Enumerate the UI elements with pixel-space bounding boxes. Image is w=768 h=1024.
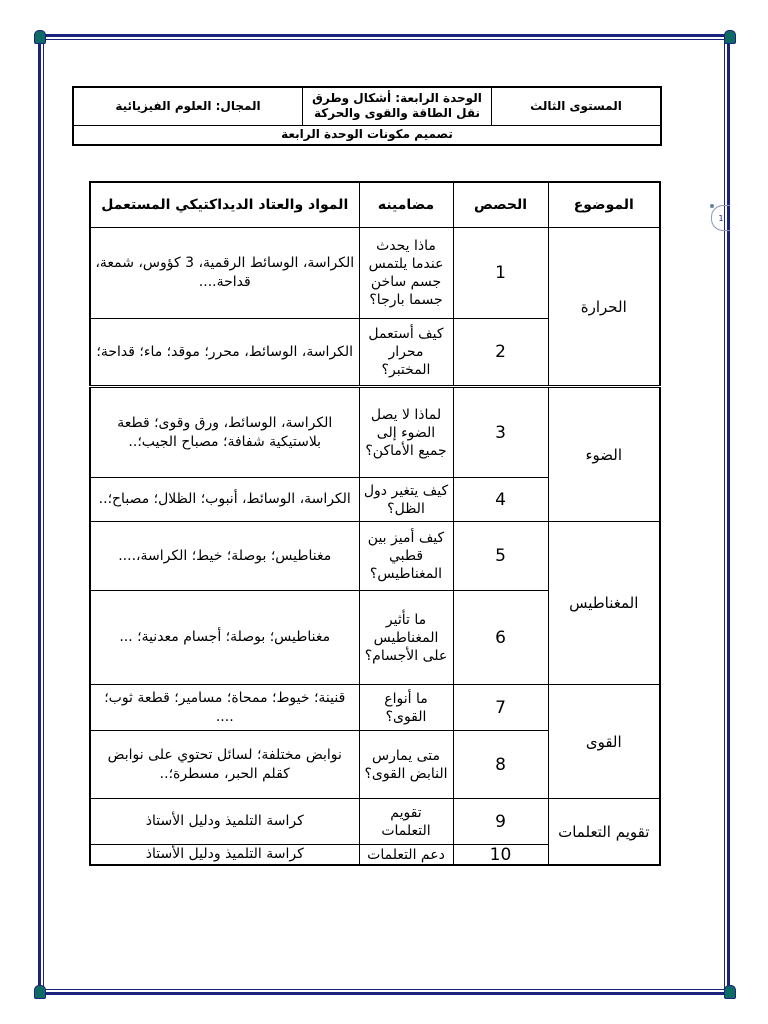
lesson-content: ماذا يحدث عندما يلتمس جسم ساخن جسما بارجا؟ bbox=[359, 228, 453, 319]
column-header-periods: الحصص bbox=[453, 182, 548, 228]
table-header-row bbox=[90, 182, 660, 228]
lesson-materials: الكراسة، الوسائط الرقمية، 3 كؤوس، شمعة، قداحة.... bbox=[90, 228, 359, 319]
page-number-marker: 1 bbox=[711, 205, 730, 231]
column-header-contents: مضامينه bbox=[359, 182, 453, 228]
period-number: 3 bbox=[453, 387, 548, 478]
lesson-materials: كراسة التلميذ ودليل الأستاذ bbox=[90, 845, 359, 866]
corner-ornament bbox=[724, 30, 736, 44]
corner-ornament bbox=[34, 30, 46, 44]
subject-forces: القوى bbox=[548, 685, 660, 799]
lesson-content: ما أنواع القوى؟ bbox=[359, 685, 453, 731]
lesson-content: لماذا لا يصل الضوء إلى جميع الأماكن؟ bbox=[359, 387, 453, 478]
table-row bbox=[90, 522, 660, 591]
lesson-materials: كراسة التلميذ ودليل الأستاذ bbox=[90, 799, 359, 845]
lesson-materials: الكراسة، الوسائط، محرر؛ موقد؛ ماء؛ قداحة؛ bbox=[90, 319, 359, 387]
table-row bbox=[90, 387, 660, 478]
table-row bbox=[90, 228, 660, 319]
unit-components-table bbox=[89, 181, 661, 866]
subject-heat: الحرارة bbox=[548, 228, 660, 387]
period-number: 2 bbox=[453, 319, 548, 387]
lesson-content: كيف أميز بين قطبي المغناطيس؟ bbox=[359, 522, 453, 591]
period-number: 8 bbox=[453, 731, 548, 799]
table-row bbox=[90, 685, 660, 731]
field-label: المجال: العلوم الفيزيائية bbox=[73, 87, 303, 125]
unit-header-table bbox=[72, 86, 662, 146]
corner-ornament bbox=[34, 985, 46, 999]
column-header-subject: الموضوع bbox=[548, 182, 660, 228]
page-border-bottom bbox=[34, 989, 734, 995]
design-title: تصميم مكونات الوحدة الرابعة bbox=[73, 125, 661, 145]
column-header-materials: المواد والعتاد الديداكتيكي المستعمل bbox=[90, 182, 359, 228]
lesson-content: ما تأثير المغناطيس على الأجسام؟ bbox=[359, 591, 453, 685]
level-label: المستوى الثالث bbox=[492, 87, 662, 125]
period-number: 4 bbox=[453, 478, 548, 522]
lesson-materials: الكراسة، الوسائط، أنبوب؛ الظلال؛ مصباح؛.. bbox=[90, 478, 359, 522]
page-border-left bbox=[38, 34, 44, 995]
lesson-content: كيف يتغير دول الظل؟ bbox=[359, 478, 453, 522]
period-number: 7 bbox=[453, 685, 548, 731]
period-number: 1 bbox=[453, 228, 548, 319]
lesson-materials: مغناطيس؛ بوصلة؛ خيط؛ الكراسة،.... bbox=[90, 522, 359, 591]
period-number: 5 bbox=[453, 522, 548, 591]
subject-light: الضوء bbox=[548, 387, 660, 522]
lesson-materials: قنينة؛ خيوط؛ ممحاة؛ مسامير؛ قطعة ثوب؛ .... bbox=[90, 685, 359, 731]
page-border-right bbox=[724, 34, 730, 995]
lesson-content: دعم التعلمات bbox=[359, 845, 453, 866]
corner-ornament bbox=[724, 985, 736, 999]
subject-evaluation: تقويم التعلمات bbox=[548, 799, 660, 866]
page-border-top bbox=[34, 34, 734, 40]
lesson-content: كيف أستعمل محرار المختبر؟ bbox=[359, 319, 453, 387]
unit-title: الوحدة الرابعة: أشكال وطرق نقل الطاقة والقوى والحركة bbox=[303, 87, 492, 125]
lesson-materials: مغناطيس؛ بوصلة؛ أجسام معدنية؛ ... bbox=[90, 591, 359, 685]
period-number: 9 bbox=[453, 799, 548, 845]
lesson-materials: الكراسة، الوسائط، ورق وقوى؛ قطعة بلاستيكية شفافة؛ مصباح الجيب؛.. bbox=[90, 387, 359, 478]
period-number: 6 bbox=[453, 591, 548, 685]
period-number: 10 bbox=[453, 845, 548, 866]
lesson-materials: نوابض مختلفة؛ لسائل تحتوي على نوابض كقلم الحبر، مسطرة؛.. bbox=[90, 731, 359, 799]
subject-magnets: المغناطيس bbox=[548, 522, 660, 685]
lesson-content: تقويم التعلمات bbox=[359, 799, 453, 845]
table-row bbox=[90, 799, 660, 845]
lesson-content: متى يمارس النابض القوى؟ bbox=[359, 731, 453, 799]
